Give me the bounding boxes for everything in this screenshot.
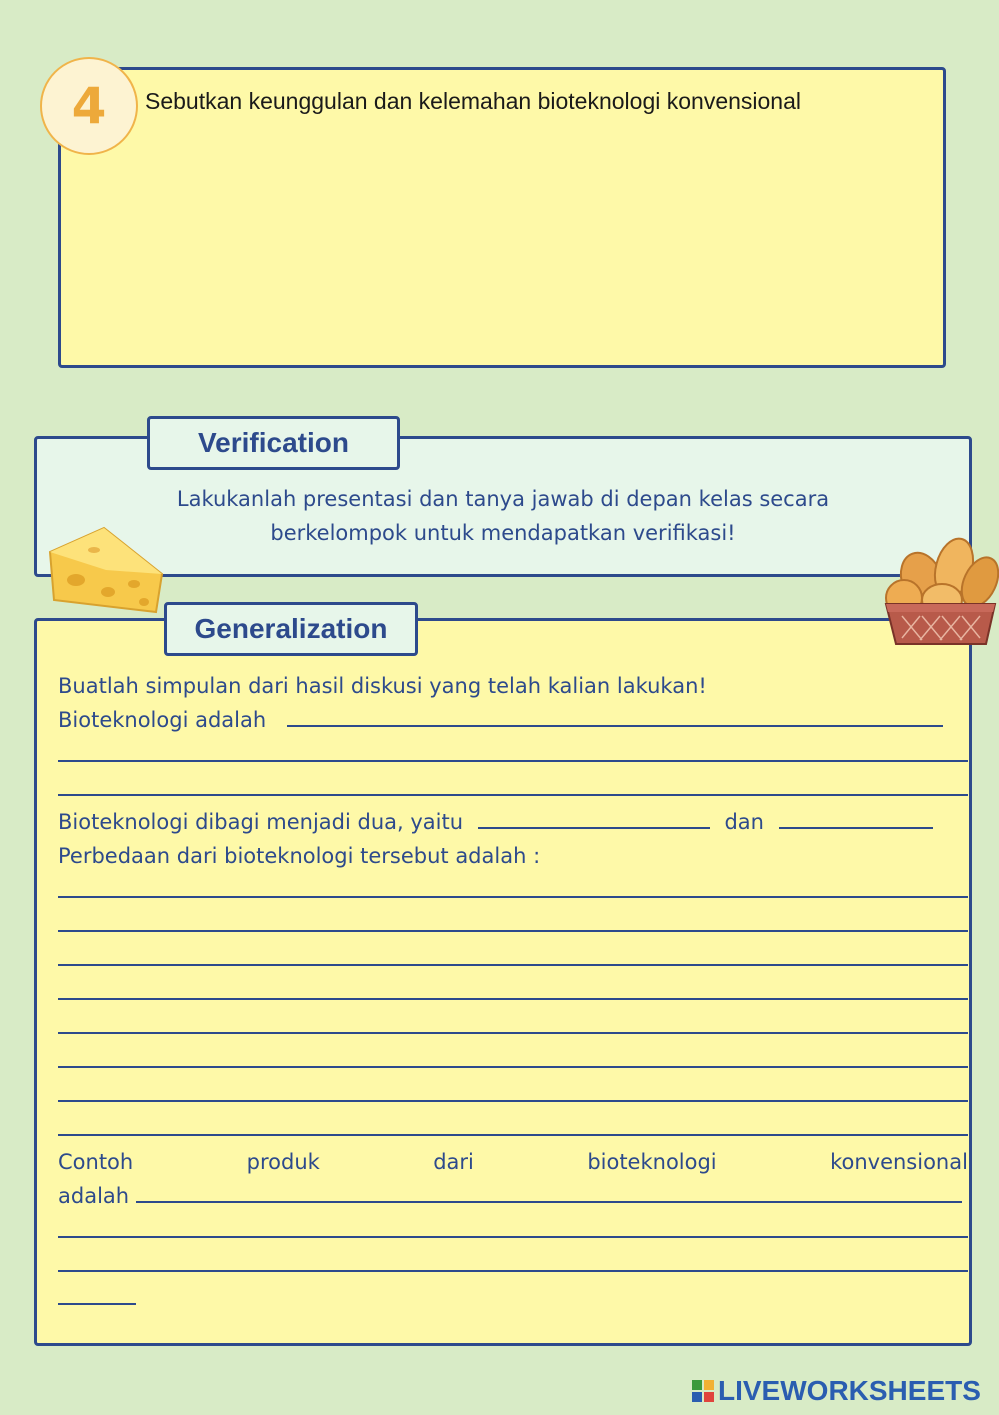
bread-basket-illustration bbox=[882, 520, 999, 650]
verification-title: Verification bbox=[147, 416, 400, 470]
example-word: bioteknologi bbox=[587, 1150, 717, 1174]
answer-line[interactable] bbox=[58, 907, 968, 941]
generalization-title: Generalization bbox=[164, 602, 418, 656]
bio-def-blank[interactable] bbox=[287, 703, 943, 727]
answer-line[interactable] bbox=[58, 941, 968, 975]
cheese-illustration bbox=[46, 524, 166, 616]
instruction-row bbox=[58, 669, 968, 703]
verification-line-1: Lakukanlah presentasi dan tanya jawab di depan kelas secara bbox=[176, 487, 830, 511]
answer-line[interactable] bbox=[58, 737, 968, 771]
example-word: produk bbox=[246, 1150, 320, 1174]
bio-def-row bbox=[58, 703, 968, 737]
answer-line[interactable] bbox=[58, 1077, 968, 1111]
example-word: Contoh bbox=[58, 1150, 134, 1174]
example-blank[interactable] bbox=[136, 1179, 962, 1203]
example-word: dari bbox=[433, 1150, 474, 1174]
answer-line[interactable] bbox=[58, 1111, 968, 1145]
division-label: Bioteknologi dibagi menjadi dua, yaitu bbox=[58, 810, 464, 834]
answer-line[interactable] bbox=[58, 975, 968, 1009]
short-answer-line[interactable] bbox=[58, 1281, 136, 1305]
question-number-badge: 4 bbox=[40, 57, 138, 155]
brand-logo[interactable] bbox=[692, 1373, 981, 1409]
division-blank-1[interactable] bbox=[478, 805, 710, 829]
brand-name: LIVEWORKSHEETS bbox=[718, 1375, 981, 1406]
difference-row bbox=[58, 839, 968, 873]
answer-line[interactable] bbox=[58, 1009, 968, 1043]
example-answer-row bbox=[58, 1179, 968, 1213]
liveworksheets-logo-icon bbox=[692, 1380, 714, 1402]
example-label: adalah bbox=[58, 1184, 130, 1208]
generalization-content bbox=[58, 669, 968, 1329]
division-row bbox=[58, 805, 968, 839]
verification-text bbox=[36, 482, 970, 550]
answer-line[interactable] bbox=[58, 873, 968, 907]
example-row bbox=[58, 1145, 968, 1179]
short-line-row bbox=[58, 1281, 968, 1315]
instruction-text: Buatlah simpulan dari hasil diskusi yang telah kalian lakukan! bbox=[58, 674, 707, 698]
question-text: Sebutkan keunggulan dan kelemahan bioteknologi konvensional bbox=[145, 88, 801, 114]
difference-label: Perbedaan dari bioteknologi tersebut adalah : bbox=[58, 844, 541, 868]
bio-def-label: Bioteknologi adalah bbox=[58, 708, 267, 732]
example-word: konvensional bbox=[830, 1150, 968, 1174]
answer-line[interactable] bbox=[58, 1043, 968, 1077]
answer-line[interactable] bbox=[58, 1213, 968, 1247]
division-blank-2[interactable] bbox=[779, 805, 933, 829]
division-and: dan bbox=[724, 810, 764, 834]
answer-line[interactable] bbox=[58, 1247, 968, 1281]
verification-line-2: berkelompok untuk mendapatkan verifikasi! bbox=[270, 521, 736, 545]
answer-line[interactable] bbox=[58, 771, 968, 805]
